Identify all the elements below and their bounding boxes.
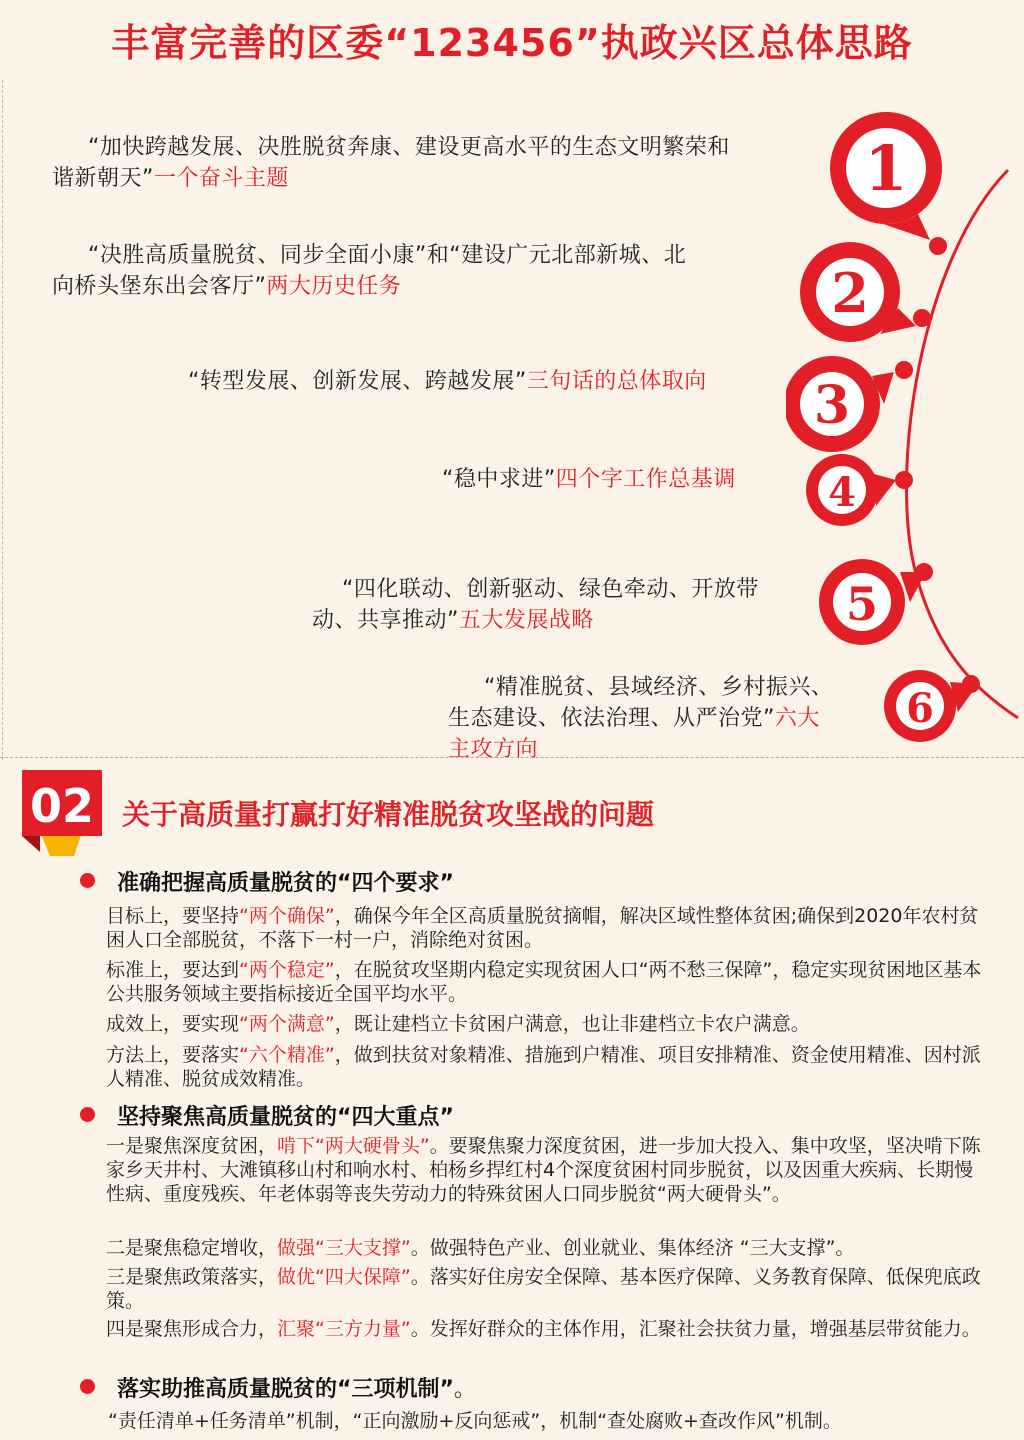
bullet-heading-1: 准确把握高质量脱贫的“四个要求” bbox=[80, 866, 454, 897]
bullet-dot bbox=[80, 1379, 95, 1394]
page-title: 丰富完善的区委“123456”执政兴区总体思路 bbox=[111, 21, 913, 65]
item-1-text: “加快跨越发展、决胜脱贫奔康、建设更高水平的生态文明繁荣和 谐新朝天”一个奋斗主题 bbox=[52, 135, 730, 191]
item-5-highlight: 五大发展战略 bbox=[458, 608, 594, 633]
bullet-heading-3: 落实助推高质量脱贫的“三项机制”。 bbox=[80, 1372, 476, 1403]
section-title: 关于高质量打赢打好精准脱贫攻坚战的问题 bbox=[122, 798, 655, 831]
paragraph: 一是聚焦深度贫困，啃下“两大硬骨头”。要聚焦聚力深度贫困，进一步加大投入、集中攻坚，坚决啃下陈家乡天井村、大滩镇移山村和响水村、柏杨乡捍红村4个深度贫困村同步脱贫，以及因重大疾病、长期慢性病、重度残疾、年老体弱等丧失劳动力的特殊贫困人口同步脱贫“两大硬骨头”。 bbox=[106, 1135, 981, 1205]
number-badge-5 bbox=[818, 552, 930, 652]
bullet-heading-2: 坚持聚焦高质量脱贫的“四大重点” bbox=[80, 1100, 454, 1131]
paragraph: 三是聚焦政策落实，做优“四大保障”。落实好住房安全保障、基本医疗保障、义务教育保障、低保兜底政策。 bbox=[106, 1266, 981, 1312]
svg-text:1: 1 bbox=[864, 132, 908, 205]
svg-text:2: 2 bbox=[831, 261, 869, 325]
bullet-dot bbox=[80, 1107, 95, 1122]
item-4-highlight: 四个字工作总基调 bbox=[555, 467, 736, 492]
section-number-badge bbox=[22, 770, 114, 860]
paragraph: 二是聚焦稳定增收，做强“三大支撑”。做强特色产业、创业就业、集体经济 “三大支撑”。 bbox=[106, 1237, 855, 1259]
number-badge-3 bbox=[786, 350, 906, 460]
item-3-highlight: 三句话的总体取向 bbox=[526, 369, 707, 394]
number-badge-2 bbox=[798, 238, 918, 358]
item-3-text: “转型发展、创新发展、跨越发展”三句话的总体取向 bbox=[188, 369, 707, 394]
svg-text:5: 5 bbox=[845, 577, 879, 631]
item-6-highlight: 六大 bbox=[774, 706, 820, 731]
item-2-highlight: 两大历史任务 bbox=[266, 274, 402, 299]
bullet-dot bbox=[80, 873, 95, 888]
item-1-highlight: 一个奋斗主题 bbox=[153, 166, 289, 191]
section-divider bbox=[0, 757, 1024, 758]
paragraph: 成效上，要实现“两个满意”，既让建档立卡贫困户满意，也让非建档立卡农户满意。 bbox=[106, 1013, 810, 1035]
item-4-text: “稳中求进”四个字工作总基调 bbox=[442, 467, 736, 492]
item-6-text: “精准脱贫、县域经济、乡村振兴、 生态建设、依法治理、从严治党”六大 主攻方向 bbox=[448, 675, 834, 762]
paragraph: 标准上，要达到“两个稳定”，在脱贫攻坚期内稳定实现贫困人口“两不愁三保障”，稳定实现贫困地区基本公共服务领域主要指标接近全国平均水平。 bbox=[106, 959, 982, 1005]
svg-text:02: 02 bbox=[29, 779, 95, 833]
number-badge-4 bbox=[804, 450, 900, 530]
svg-text:4: 4 bbox=[828, 469, 856, 516]
number-badge-1 bbox=[826, 108, 946, 248]
paragraph: “责任清单+任务清单”机制，“正向激励+反向惩戒”，机制“查处腐败+查改作风”机制。 bbox=[108, 1410, 842, 1432]
item-5-text: “四化联动、创新驱动、绿色牵动、开放带 动、共享推动”五大发展战略 bbox=[312, 577, 759, 633]
paragraph: 四是聚焦形成合力，汇聚“三方力量”。发挥好群众的主体作用，汇聚社会扶贫力量，增强基层带贫能力。 bbox=[106, 1318, 981, 1340]
paragraph: 方法上，要落实“六个精准”，做到扶贫对象精准、措施到户精准、项目安排精准、资金使用精准、因村派人精准、脱贫成效精准。 bbox=[106, 1044, 981, 1090]
svg-text:6: 6 bbox=[906, 685, 934, 732]
number-badge-6 bbox=[880, 666, 990, 746]
paragraph: 目标上，要坚持“两个确保”，确保今年全区高质量脱贫摘帽，解决区域性整体贫困;确保到2020年农村贫困人口全部脱贫，不落下一村一户，消除绝对贫困。 bbox=[106, 905, 979, 951]
item-2-text: “决胜高质量脱贫、同步全面小康”和“建设广元北部新城、北 向桥头堡东出会客厅”两大历史任务 bbox=[52, 243, 687, 299]
svg-text:3: 3 bbox=[813, 375, 851, 436]
